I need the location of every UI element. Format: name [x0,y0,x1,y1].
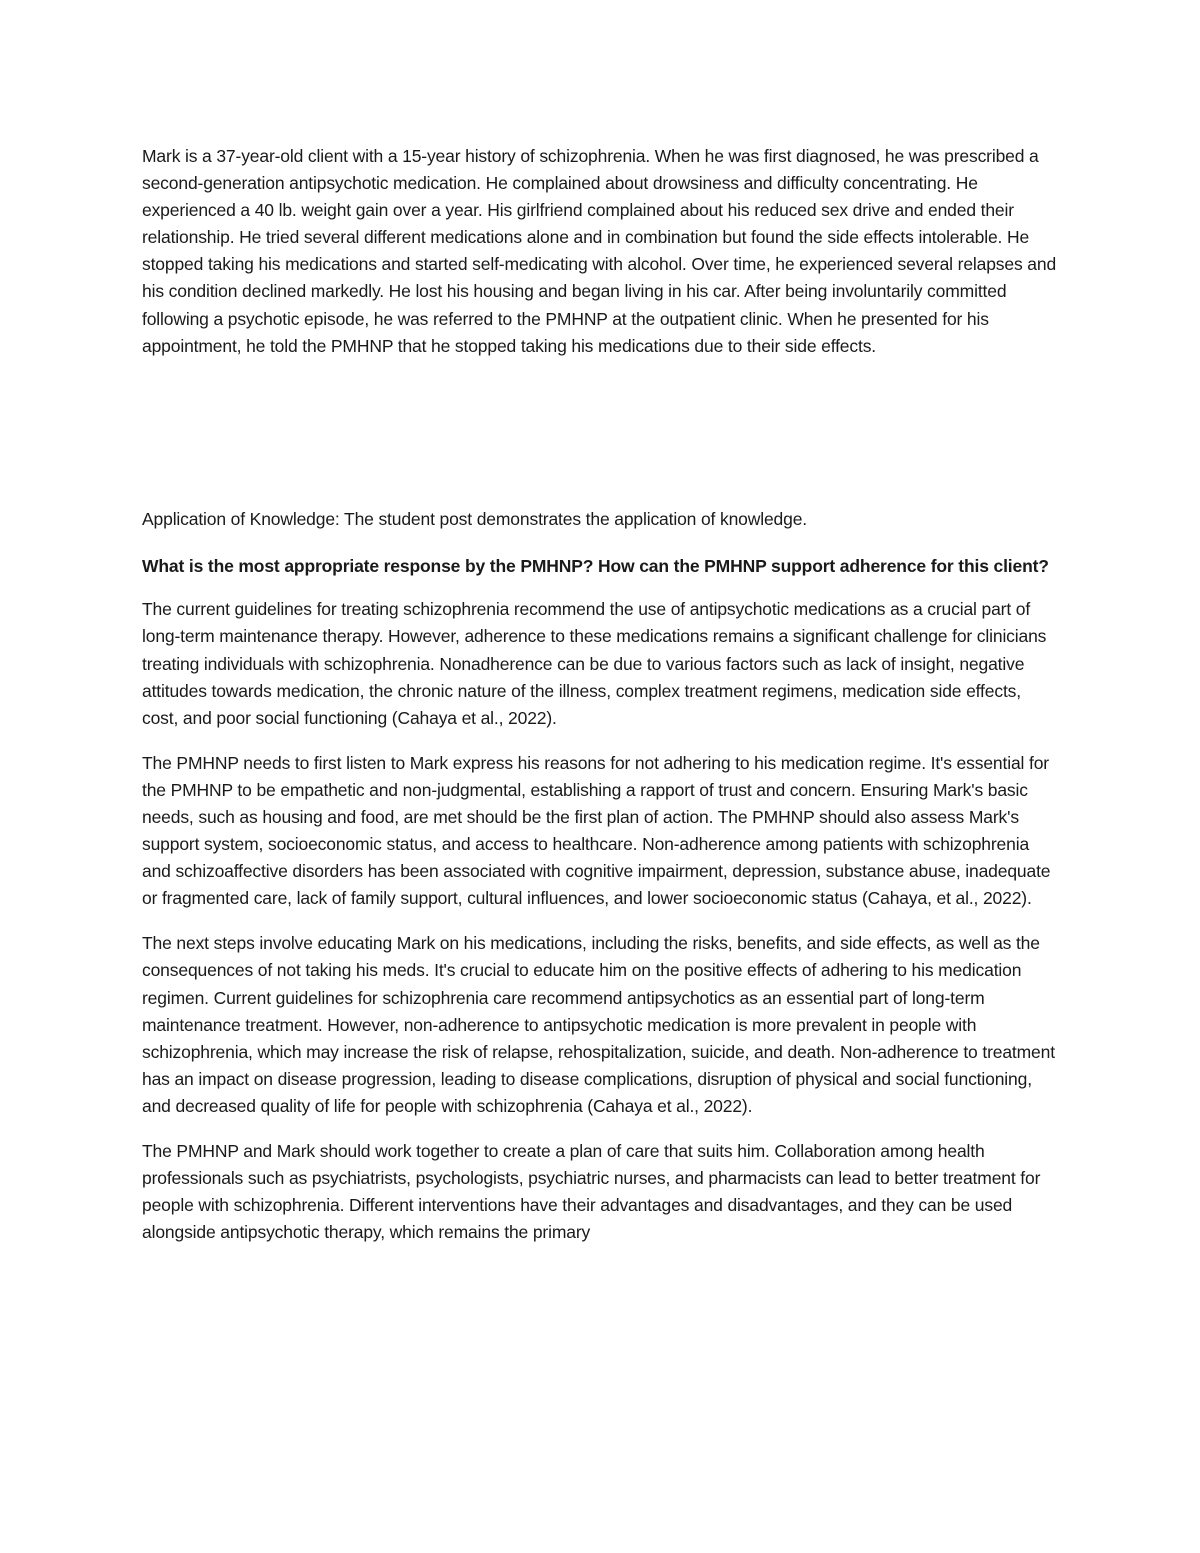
body-paragraph-4: The PMHNP and Mark should work together to create a plan of care that suits him. Collaboration among health professionals such as psychiatrists, psychologists, psychiatric nurses, and pharmacists can lead to better treatment for people with schizophrenia. Different interventions have their advantages and disadvantages, and they can be used alongside antipsychotic therapy, which remains the primary [142,1141,1041,1243]
discussion-question: What is the most appropriate response by the PMHNP? How can the PMHNP support adherence for this client? [142,555,1049,576]
body-paragraph-3: The next steps involve educating Mark on his medications, including the risks, benefits, and side effects, as well as the consequences of not taking his meds. It's crucial to educate him on the positive effects of adhering to his medication regimen. Current guidelines for schizophrenia care recommend antipsychotics as an essential part of long-term maintenance treatment. However, non-adherence to antipsychotic medication is more prevalent in people with schizophrenia, which may increase the risk of relapse, rehospitalization, suicide, and death. Non-adherence to treatment has an impact on disease progression, leading to disease complications, disruption of physical and social functioning, and decreased quality of life for people with schizophrenia (Cahaya et al., 2022). [142,933,1055,1116]
document-page [142,143,1058,1264]
body-paragraph-2: The PMHNP needs to first listen to Mark express his reasons for not adhering to his medication regime. It's essential for the PMHNP to be empathetic and non-judgmental, establishing a rapport of trust and concern. Ensuring Mark's basic needs, such as housing and food, are met should be the first plan of action. The PMHNP should also assess Mark's support system, socioeconomic status, and access to healthcare. Non-adherence among patients with schizophrenia and schizoaffective disorders has been associated with cognitive impairment, depression, substance abuse, inadequate or fragmented care, lack of family support, cultural influences, and lower socioeconomic status (Cahaya, et al., 2022). [142,752,1051,909]
spacer [142,360,1058,506]
case-scenario-paragraph: Mark is a 37-year-old client with a 15-year history of schizophrenia. When he was first diagnosed, he was prescribed a second-generation antipsychotic medication. He complained about drowsiness and difficulty concentrating. He experienced a 40 lb. weight gain over a year. His girlfriend complained about his reduced sex drive and ended their relationship. He tried several different medications alone and in combination but found the side effects intolerable. He stopped taking his medications and started self-medicating with alcohol. Over time, he experienced several relapses and his condition declined markedly. He lost his housing and began living in his car. After being involuntarily committed following a psychotic episode, he was referred to the PMHNP at the outpatient clinic. When he presented for his appointment, he told the PMHNP that he stopped taking his medications due to their side effects. [142,146,1057,356]
rubric-criterion: Application of Knowledge: The student post demonstrates the application of knowledge. [142,508,808,529]
body-paragraph-1: The current guidelines for treating schizophrenia recommend the use of antipsychotic medications as a crucial part of long-term maintenance therapy. However, adherence to these medications remains a significant challenge for clinicians treating individuals with schizophrenia. Nonadherence can be due to various factors such as lack of insight, negative attitudes towards medication, the chronic nature of the illness, complex treatment regimens, medication side effects, cost, and poor social functioning (Cahaya et al., 2022). [142,599,1047,728]
